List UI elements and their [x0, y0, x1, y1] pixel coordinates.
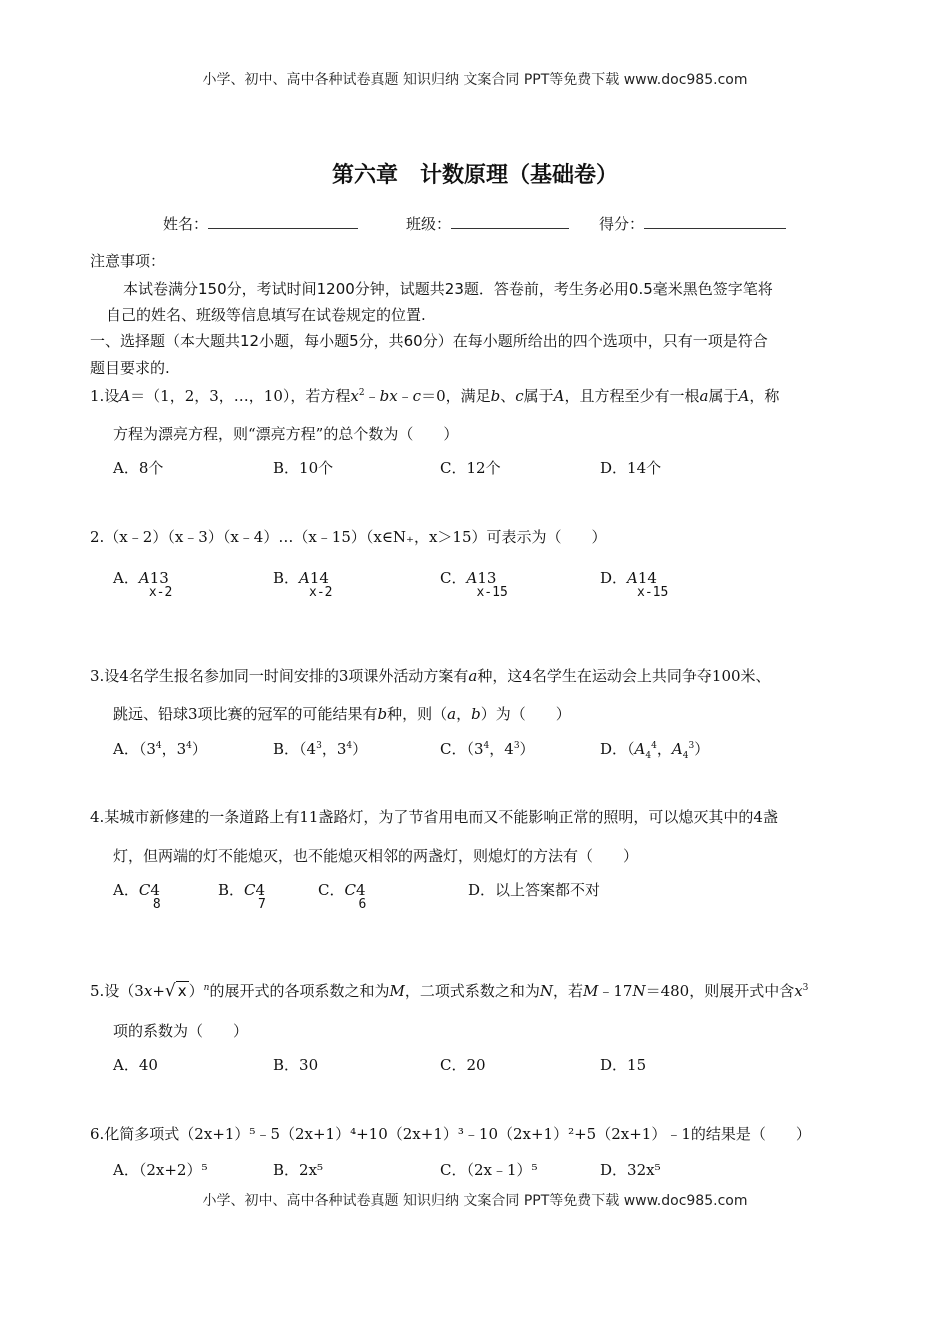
q3-option-a: A．（$3^4$，$3^4$） — [113, 740, 207, 758]
name-label: 姓名： — [163, 215, 209, 233]
class-blank — [451, 214, 569, 229]
page-footer: 小学、初中、高中各种试卷真题 知识归纳 文案合同 PPT等免费下载 www.doc985.com — [202, 1193, 748, 1209]
score-field — [599, 213, 786, 234]
sqrt-x: x — [177, 982, 187, 1000]
q2-option-a: A．A13 x-2 — [113, 569, 173, 600]
q6-option-b: B．2x⁵ — [273, 1161, 324, 1179]
question-2: 2.（x﹣2）（x﹣3）（x﹣4）…（x﹣15）（x∈N₊，x＞15）可表示为（ ） — [90, 528, 607, 546]
question-6: 6.化简多项式（2x+1）⁵﹣5（2x+1）⁴+10（2x+1）³﹣10（2x+1）²+5（2x+1）﹣1的结果是（ ） — [90, 1125, 811, 1143]
q6-option-d: D．32x⁵ — [600, 1161, 661, 1179]
q6-option-c: C．（2x﹣1）⁵ — [440, 1161, 538, 1179]
page-title: 第六章 计数原理（基础卷） — [331, 163, 618, 188]
section-heading-line-2: 题目要求的. — [90, 359, 170, 377]
q5-option-a: A．40 — [113, 1056, 158, 1074]
q5-option-c: C．20 — [440, 1056, 486, 1074]
name-blank — [208, 214, 358, 229]
q1-option-b: B．10个 — [273, 459, 334, 477]
q1-option-d: D．14个 — [600, 459, 662, 477]
question-5-line-2: 项的系数为（ ） — [113, 1022, 249, 1040]
question-3: 3.设4名学生报名参加同一时间安排的3项课外活动方案有a种，这4名学生在运动会上共同争夺100米、 — [90, 667, 771, 685]
q5-option-b: B．30 — [273, 1056, 319, 1074]
score-blank — [644, 214, 786, 229]
q3-option-b: B．（$4^3$，$3^4$） — [273, 740, 368, 758]
notice-line-2: 自己的姓名、班级等信息填写在试卷规定的位置. — [106, 306, 426, 324]
class-field — [406, 213, 569, 234]
question-1: 1.设A＝（1，2，3，…，10），若方程$x^2﹣bx﹣c=0$，满足b、c属于A，且方程至少有一根a属于A，称 — [90, 387, 780, 405]
q6-option-a: A．（2x+2）⁵ — [113, 1161, 208, 1179]
question-4: 4.某城市新修建的一条道路上有11盏路灯，为了节省用电而又不能影响正常的照明，可以熄灭其中的4盏 — [90, 808, 778, 826]
q3-option-c: C．（$3^4$，$4^3$） — [440, 740, 535, 758]
q1-option-a: A．8个 — [113, 459, 164, 477]
q1-option-c: C．12个 — [440, 459, 501, 477]
question-1-line-2: 方程为漂亮方程，则“漂亮方程”的总个数为（ ） — [113, 425, 459, 443]
name-field — [163, 213, 358, 234]
q4-option-c: C．C4 6 — [318, 881, 367, 912]
question-4-line-2: 灯，但两端的灯不能熄灭，也不能熄灭相邻的两盏灯，则熄灯的方法有（ ） — [113, 847, 639, 865]
class-label: 班级： — [406, 215, 452, 233]
q4-option-b: B．C4 7 — [218, 881, 266, 912]
question-5: 5.设（3x+√ x ）$^n$的展开式的各项系数之和为M，二项式系数之和为N，若M﹣17N＝480，则展开式中含$x^3$ — [90, 981, 809, 1001]
q5-option-d: D．15 — [600, 1056, 647, 1074]
page-header: 小学、初中、高中各种试卷真题 知识归纳 文案合同 PPT等免费下载 www.doc985.com — [202, 72, 748, 88]
question-3-line-2: 跳远、铅球3项比赛的冠军的可能结果有b种，则（a，b）为（ ） — [113, 705, 571, 723]
notice-heading: 注意事项： — [90, 252, 166, 270]
q3-option-d: D．（$A_4^4$，$A_4^3$） — [600, 740, 710, 761]
q2-option-c: C．A13 x-15 — [440, 569, 508, 600]
section-heading-line-1: 一、选择题（本大题共12小题，每小题5分，共60分）在每小题所给出的四个选项中，只有一项是符合 — [90, 332, 768, 350]
q2-option-b: B．A14 x-2 — [273, 569, 333, 600]
q2-option-d: D．A14 x-15 — [600, 569, 669, 600]
notice-line-1: 本试卷满分150分，考试时间1200分钟，试题共23题．答卷前，考生务必用0.5毫米黑色签字笔将 — [123, 280, 773, 298]
score-label: 得分： — [599, 215, 645, 233]
q4-option-a: A．C4 8 — [113, 881, 161, 912]
q4-option-d: D．以上答案都不对 — [468, 881, 601, 899]
